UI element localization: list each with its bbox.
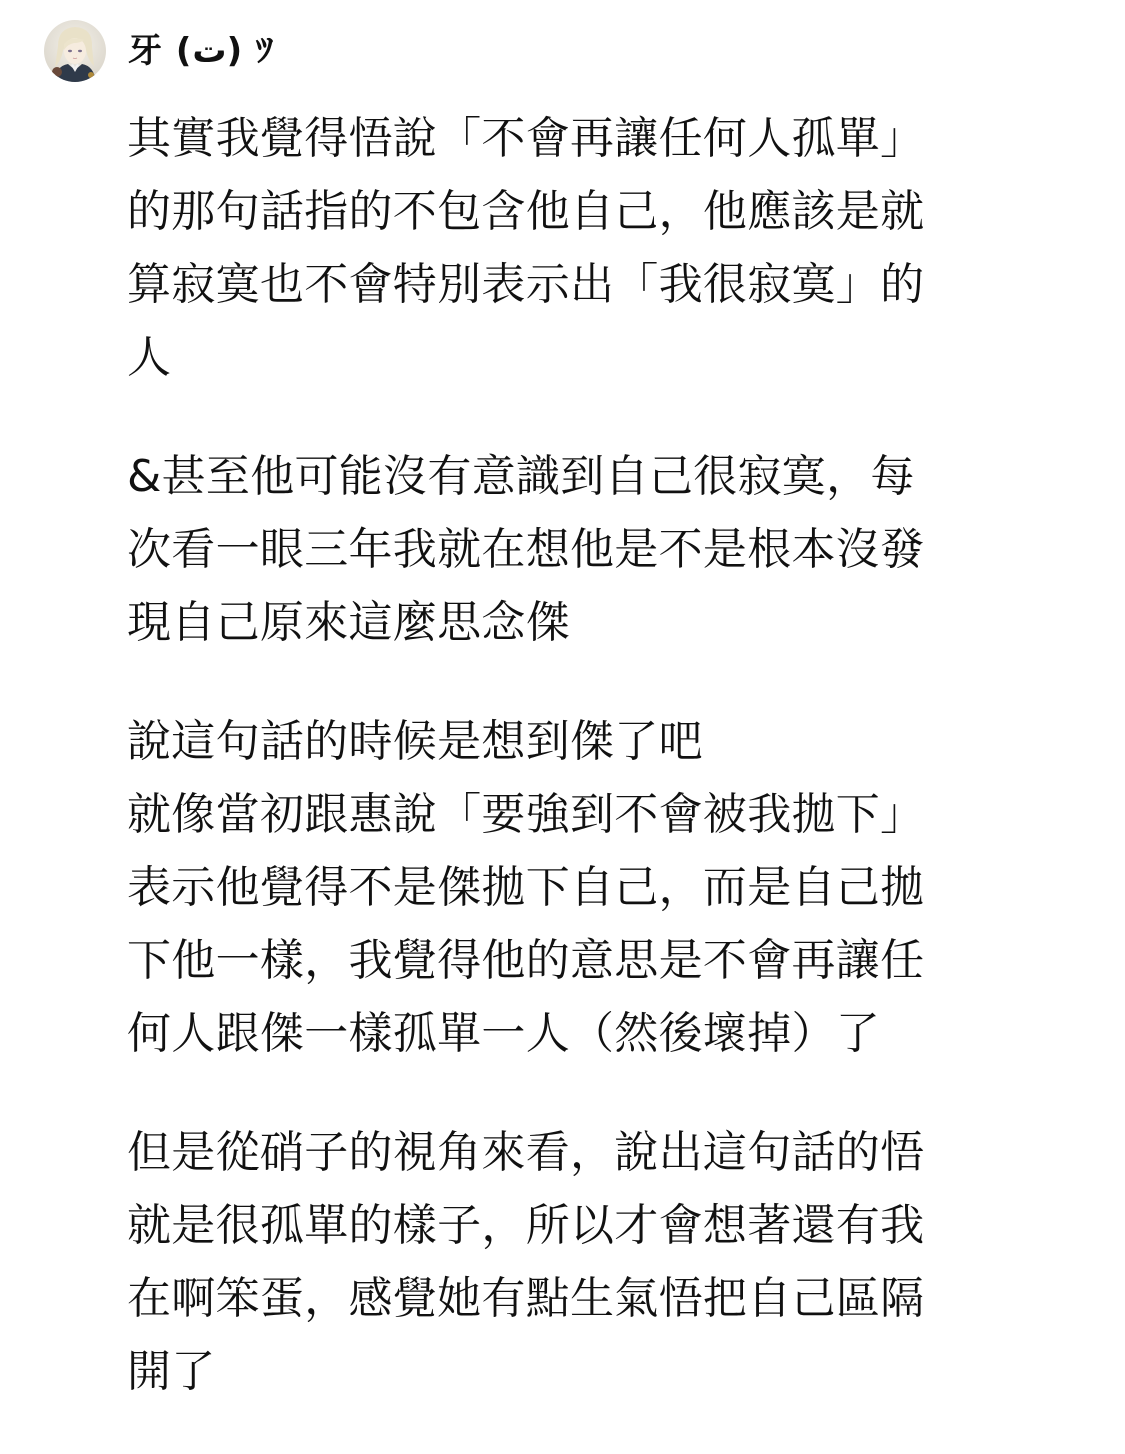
text-line: 在啊笨蛋，感覺她有點生氣悟把自己區隔: [127, 1273, 925, 1324]
post-header: [44, 16, 274, 86]
text-line: 下他一樣，我覺得他的意思是不會再讓任: [127, 935, 925, 986]
paragraph-2: [127, 440, 1067, 659]
text-line: 就像當初跟惠說「要強到不會被我拋下」: [127, 789, 925, 840]
text-line: 何人跟傑一樣孤單一人（然後壞掉）了: [127, 1008, 881, 1059]
text-line: 開了: [127, 1346, 216, 1397]
paragraph-4: [127, 1116, 1067, 1408]
text-line: 就是很孤單的樣子，所以才會想著還有我: [127, 1200, 925, 1251]
text-line: 說這句話的時候是想到傑了吧: [127, 716, 703, 767]
avatar[interactable]: [44, 20, 106, 82]
text-line: &甚至他可能沒有意識到自己很寂寞，每: [127, 451, 915, 502]
text-line: 次看一眼三年我就在想他是不是根本沒發: [127, 524, 925, 575]
text-line: 現自己原來這麼思念傑: [127, 597, 570, 648]
paragraph-1: [127, 102, 1067, 394]
text-line: 的那句話指的不包含他自己，他應該是就: [127, 186, 925, 237]
post-body: [127, 102, 1067, 1454]
text-line: 表示他覺得不是傑拋下自己，而是自己拋: [127, 862, 925, 913]
text-line: 人: [127, 332, 172, 383]
character-portrait-avatar-icon: [44, 20, 106, 82]
author-name[interactable]: 牙 (ت) ﾂ: [128, 31, 274, 71]
text-line: 算寂寞也不會特別表示出「我很寂寞」的: [127, 259, 925, 310]
text-line: 但是從硝子的視角來看，說出這句話的悟: [127, 1127, 925, 1178]
text-line: 其實我覺得悟說「不會再讓任何人孤單」: [127, 113, 925, 164]
paragraph-3: [127, 705, 1067, 1070]
